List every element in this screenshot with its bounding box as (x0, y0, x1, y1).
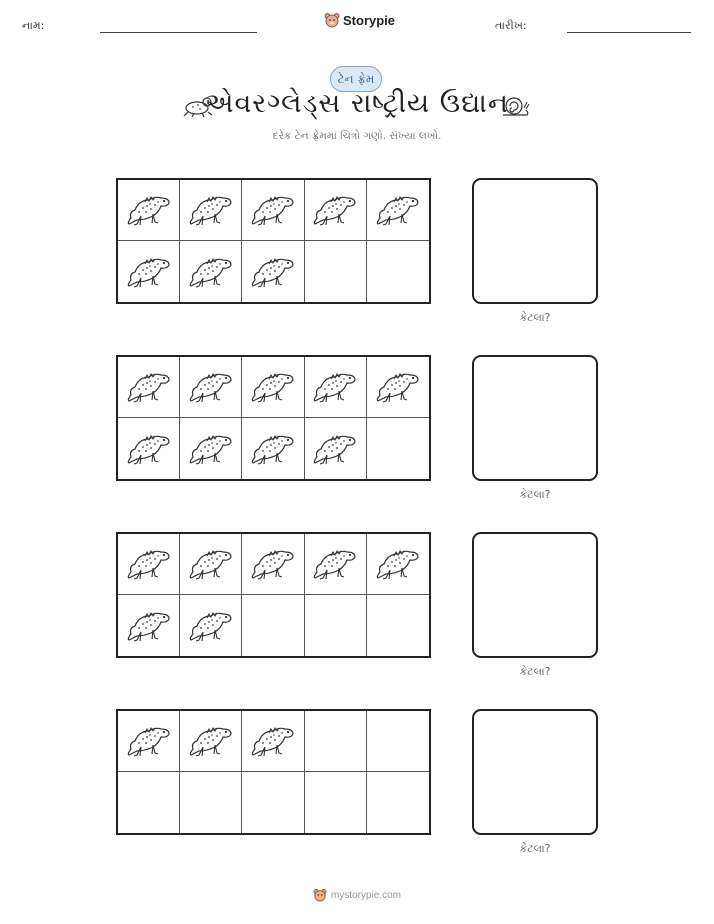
ten-frame-cell (367, 180, 429, 241)
ten-frame-cell (118, 357, 180, 418)
lizard-icon (249, 542, 297, 586)
lizard-icon (249, 719, 297, 763)
ten-frame-cell (118, 241, 180, 302)
lizard-icon (374, 365, 422, 409)
ten-frame-cell (242, 711, 304, 772)
lizard-icon (249, 188, 297, 232)
ten-frame-cell (242, 180, 304, 241)
ten-frame-cell (305, 357, 367, 418)
ten-frame-cell (305, 534, 367, 595)
lizard-icon (374, 188, 422, 232)
lizard-icon (311, 365, 359, 409)
ten-frame-badge: ટેન ફ્રેમ (330, 66, 382, 92)
lizard-icon (125, 604, 173, 648)
lizard-icon (125, 250, 173, 294)
lizard-icon (187, 719, 235, 763)
footer-url: mystorypie.com (330, 889, 401, 901)
ten-frame-cell (305, 595, 367, 656)
ten-frame-cell (118, 711, 180, 772)
how-many-label: કેટલા? (519, 665, 551, 678)
lizard-icon (249, 427, 297, 471)
name-label: નામ: (22, 19, 45, 32)
ten-frame-cell (118, 534, 180, 595)
ten-frame-cell (242, 595, 304, 656)
name-field-line[interactable] (100, 32, 257, 33)
lizard-icon (187, 250, 235, 294)
ten-frame (116, 532, 431, 658)
ten-frame-cell (242, 772, 304, 833)
date-label: તારીખ: (495, 19, 527, 32)
ten-frame-cell (367, 418, 429, 479)
ten-frame-cell (180, 534, 242, 595)
lizard-icon (249, 365, 297, 409)
lizard-icon (187, 188, 235, 232)
lizard-icon (187, 365, 235, 409)
ten-frame-cell (180, 241, 242, 302)
ten-frame-cell (180, 180, 242, 241)
ten-frame-cell (367, 711, 429, 772)
ten-frame (116, 355, 431, 481)
answer-box[interactable] (472, 709, 598, 835)
footer (0, 888, 714, 902)
ten-frame-cell (118, 772, 180, 833)
brand-name: Storypie (343, 12, 396, 28)
lizard-icon (311, 542, 359, 586)
bear-icon (324, 12, 340, 28)
ten-frame-cell (242, 418, 304, 479)
lizard-icon (187, 604, 235, 648)
ten-frame-cell (180, 595, 242, 656)
ten-frame-cell (180, 357, 242, 418)
lizard-icon (125, 719, 173, 763)
ten-frame-cell (305, 711, 367, 772)
ten-frame-cell (305, 418, 367, 479)
lizard-icon (249, 250, 297, 294)
how-many-label: કેટલા? (519, 488, 551, 501)
date-field-line[interactable] (567, 32, 691, 33)
lizard-icon (187, 427, 235, 471)
ten-frame-cell (242, 241, 304, 302)
ten-frame-cell (367, 241, 429, 302)
how-many-label: કેટલા? (519, 311, 551, 324)
ten-frame-cell (305, 772, 367, 833)
ten-frame (116, 709, 431, 835)
instructions: દરેક ટેન ફ્રેમમાં ચિત્રો ગણો. સંખ્યા લખો. (272, 130, 442, 142)
ten-frame-cell (305, 180, 367, 241)
ten-frame-cell (180, 418, 242, 479)
ten-frame-cell (118, 595, 180, 656)
lizard-icon (125, 427, 173, 471)
ten-frame-cell (180, 711, 242, 772)
lizard-icon (125, 365, 173, 409)
ten-frame-cell (180, 772, 242, 833)
snail-icon (500, 94, 530, 118)
bear-icon (313, 888, 327, 902)
ten-frame-cell (242, 534, 304, 595)
ten-frame-cell (367, 357, 429, 418)
lizard-icon (125, 188, 173, 232)
ten-frame-cell (305, 241, 367, 302)
ten-frame-cell (367, 595, 429, 656)
ten-frame-cell (367, 772, 429, 833)
ten-frame-cell (118, 418, 180, 479)
ten-frame (116, 178, 431, 304)
brand-logo (324, 12, 395, 28)
answer-box[interactable] (472, 532, 598, 658)
how-many-label: કેટલા? (519, 842, 551, 855)
lizard-icon (125, 542, 173, 586)
page-title: એવરગ્લેડ્સ રાષ્ટ્રીય ઉદ્યાન (204, 88, 510, 119)
lizard-icon (311, 188, 359, 232)
ten-frame-cell (242, 357, 304, 418)
lizard-icon (374, 542, 422, 586)
answer-box[interactable] (472, 178, 598, 304)
answer-box[interactable] (472, 355, 598, 481)
ten-frame-cell (118, 180, 180, 241)
lizard-icon (311, 427, 359, 471)
lizard-icon (187, 542, 235, 586)
ten-frame-cell (367, 534, 429, 595)
